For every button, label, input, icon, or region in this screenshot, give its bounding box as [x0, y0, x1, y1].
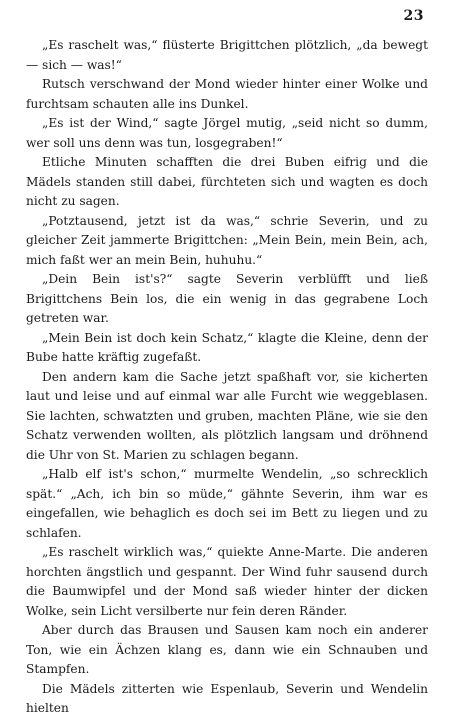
page-number: 23 [403, 8, 424, 24]
paragraph: „Es raschelt was,“ flüsterte Brigittchen plötzlich, „da bewegt — sich — was!“ [26, 38, 428, 72]
body-text [26, 36, 428, 719]
paragraph: „Mein Bein ist doch kein Schatz,“ klagte die Kleine, denn der Bube hatte kräftig zugefaßt. [26, 330, 428, 364]
paragraph: Den andern kam die Sache jetzt spaßhaft vor, sie kicherten laut und leise und auf einmal war alle Furcht wie weggeblasen. Sie lachten, schwatzten und gruben, machten Pläne, wie sie den Schatz verwenden wollten, als plötzlich langsam und dröhnend die Uhr von St. Marien zu schlagen begann. [26, 369, 428, 462]
paragraph: Die Mädels zitterten wie Espenlaub, Severin und Wendelin hielten [26, 681, 428, 715]
paragraph: Aber durch das Brausen und Sausen kam noch ein anderer Ton, wie ein Ächzen klang es, dann wie ein Schnauben und Stampfen. [26, 623, 428, 676]
paragraph: „Halb elf ist's schon,“ murmelte Wendelin, „so schrecklich spät.“ „Ach, ich bin so müde,“ gähnte Severin, ihm war es eingefallen, wie behaglich es doch sei im Bett zu liegen und zu schlafen. [26, 467, 428, 540]
paragraph: „Es raschelt wirklich was,“ quiekte Anne-Marte. Die anderen horchten ängstlich und gespannt. Der Wind fuhr sausend durch die Baumwipfel und der Mond saß wieder hinter der dicken Wolke, sein Licht versilberte nur fein deren Ränder. [26, 545, 428, 618]
paragraph: Etliche Minuten schafften die drei Buben eifrig und die Mädels standen still dabei, fürchteten sich und wagten es doch nicht zu sagen. [26, 155, 428, 208]
paragraph: „Dein Bein ist's?“ sagte Severin verblüfft und ließ Brigittchens Bein los, die ein wenig in das gegrabene Loch getreten war. [26, 272, 428, 325]
paragraph: „Es ist der Wind,“ sagte Jörgel mutig, „seid nicht so dumm, wer soll uns denn was tun, losgegraben!“ [26, 116, 428, 150]
paragraph: „Potztausend, jetzt ist da was,“ schrie Severin, und zu gleicher Zeit jammerte Brigittchen: „Mein Bein, mein Bein, ach, mich faßt wer an mein Bein, huhuhu.“ [26, 213, 428, 267]
paragraph: Rutsch verschwand der Mond wieder hinter einer Wolke und furchtsam schauten alle ins Dunkel. [26, 77, 428, 111]
